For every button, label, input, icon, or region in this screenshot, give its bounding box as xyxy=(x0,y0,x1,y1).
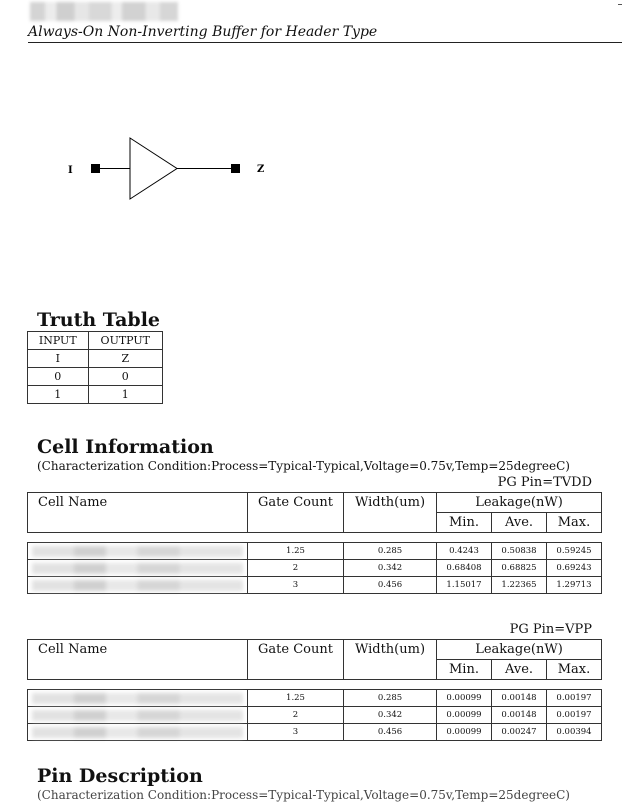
table-cell: 0.00099 xyxy=(437,690,492,707)
table-cell: I xyxy=(28,350,89,368)
pin-description-condition: (Characterization Condition:Process=Typical-Typical,Voltage=0.75v,Temp=25degreeC) xyxy=(37,788,570,802)
document-title: Always-On Non-Inverting Buffer for Header Type xyxy=(28,24,378,40)
table-cell: 0.69243 xyxy=(547,560,602,577)
input-pin-square xyxy=(91,164,100,173)
redacted-bar xyxy=(32,580,243,591)
redacted-bar xyxy=(32,710,243,721)
redacted-cell-name xyxy=(28,724,248,741)
table-cell: 0.68408 xyxy=(437,560,492,577)
table-cell: 0.00099 xyxy=(437,707,492,724)
table-cell: 0.456 xyxy=(344,577,437,594)
col-width: Width(um) xyxy=(344,640,437,680)
spacer-row xyxy=(28,533,602,543)
table-cell: 0.285 xyxy=(344,690,437,707)
pin-description-heading: Pin Description xyxy=(37,765,203,787)
header-rule xyxy=(28,42,622,43)
redacted-cell-name xyxy=(28,690,248,707)
col-cell-name: Cell Name xyxy=(28,640,248,680)
table-cell: 1.25 xyxy=(248,543,344,560)
table-cell: 2 xyxy=(248,707,344,724)
col-max: Max. xyxy=(547,513,602,533)
cell-info-condition: (Characterization Condition:Process=Typical-Typical,Voltage=0.75v,Temp=25degreeC) xyxy=(37,459,570,473)
redacted-cell-name xyxy=(28,543,248,560)
pg-pin-tvdd: PG Pin=TVDD xyxy=(497,475,592,490)
col-ave: Ave. xyxy=(492,660,547,680)
redacted-cell-name xyxy=(28,577,248,594)
cell-info-table-tvdd xyxy=(27,492,602,594)
truth-table-col-output: OUTPUT xyxy=(88,332,162,350)
cell-info-header-row xyxy=(28,493,602,513)
col-cell-name: Cell Name xyxy=(28,493,248,533)
table-row xyxy=(28,724,602,741)
table-cell: 1.29713 xyxy=(547,577,602,594)
col-min: Min. xyxy=(437,660,492,680)
table-cell: 0 xyxy=(28,368,89,386)
table-cell: 0.4243 xyxy=(437,543,492,560)
spacer-row xyxy=(28,680,602,690)
table-cell: 0.342 xyxy=(344,707,437,724)
cell-info-table-vpp xyxy=(27,639,602,741)
table-cell: 1.22365 xyxy=(492,577,547,594)
truth-table xyxy=(27,331,163,404)
buffer-symbol xyxy=(60,130,280,210)
col-gate-count: Gate Count xyxy=(248,640,344,680)
table-row xyxy=(28,560,602,577)
table-row xyxy=(28,368,163,386)
table-row xyxy=(28,350,163,368)
table-row xyxy=(28,543,602,560)
table-cell: 0.59245 xyxy=(547,543,602,560)
redacted-bar xyxy=(32,693,243,704)
col-max: Max. xyxy=(547,660,602,680)
truth-table-heading: Truth Table xyxy=(37,309,161,331)
table-cell: 0.00394 xyxy=(547,724,602,741)
table-cell: 0.00197 xyxy=(547,690,602,707)
redacted-logo xyxy=(30,2,178,21)
table-row xyxy=(28,707,602,724)
col-gate-count: Gate Count xyxy=(248,493,344,533)
table-cell: 0.00247 xyxy=(492,724,547,741)
table-cell: 0.456 xyxy=(344,724,437,741)
table-cell: 0.00148 xyxy=(492,690,547,707)
col-width: Width(um) xyxy=(344,493,437,533)
table-cell: 1.15017 xyxy=(437,577,492,594)
spacer-cell xyxy=(28,533,602,543)
table-cell: 1 xyxy=(28,386,89,404)
table-cell: 0.68825 xyxy=(492,560,547,577)
redacted-bar xyxy=(32,563,243,574)
cell-info-header-row xyxy=(28,640,602,660)
table-cell: 2 xyxy=(248,560,344,577)
table-cell: 1 xyxy=(88,386,162,404)
table-cell: Z xyxy=(88,350,162,368)
buffer-triangle xyxy=(130,138,177,199)
redacted-bar xyxy=(32,727,243,738)
table-cell: 0 xyxy=(88,368,162,386)
table-cell: 3 xyxy=(248,724,344,741)
table-row xyxy=(28,690,602,707)
output-pin-label: Z xyxy=(257,164,265,175)
col-ave: Ave. xyxy=(492,513,547,533)
output-pin-square xyxy=(231,164,240,173)
truth-table-header-row xyxy=(28,332,163,350)
pg-pin-vpp: PG Pin=VPP xyxy=(509,622,592,637)
col-leakage: Leakage(nW) xyxy=(437,493,602,513)
redacted-bar xyxy=(32,546,243,557)
spacer-cell xyxy=(28,680,602,690)
cell-info-heading: Cell Information xyxy=(37,436,214,458)
input-pin-label: I xyxy=(68,165,73,176)
redacted-cell-name xyxy=(28,560,248,577)
table-cell: 0.00197 xyxy=(547,707,602,724)
table-cell: 0.50838 xyxy=(492,543,547,560)
table-cell: 0.00099 xyxy=(437,724,492,741)
table-cell: 0.342 xyxy=(344,560,437,577)
col-leakage: Leakage(nW) xyxy=(437,640,602,660)
col-min: Min. xyxy=(437,513,492,533)
table-row xyxy=(28,577,602,594)
redacted-cell-name xyxy=(28,707,248,724)
table-cell: 1.25 xyxy=(248,690,344,707)
table-cell: 3 xyxy=(248,577,344,594)
table-cell: 0.00148 xyxy=(492,707,547,724)
corner-mark xyxy=(618,4,622,5)
truth-table-col-input: INPUT xyxy=(28,332,89,350)
table-cell: 0.285 xyxy=(344,543,437,560)
table-row xyxy=(28,386,163,404)
